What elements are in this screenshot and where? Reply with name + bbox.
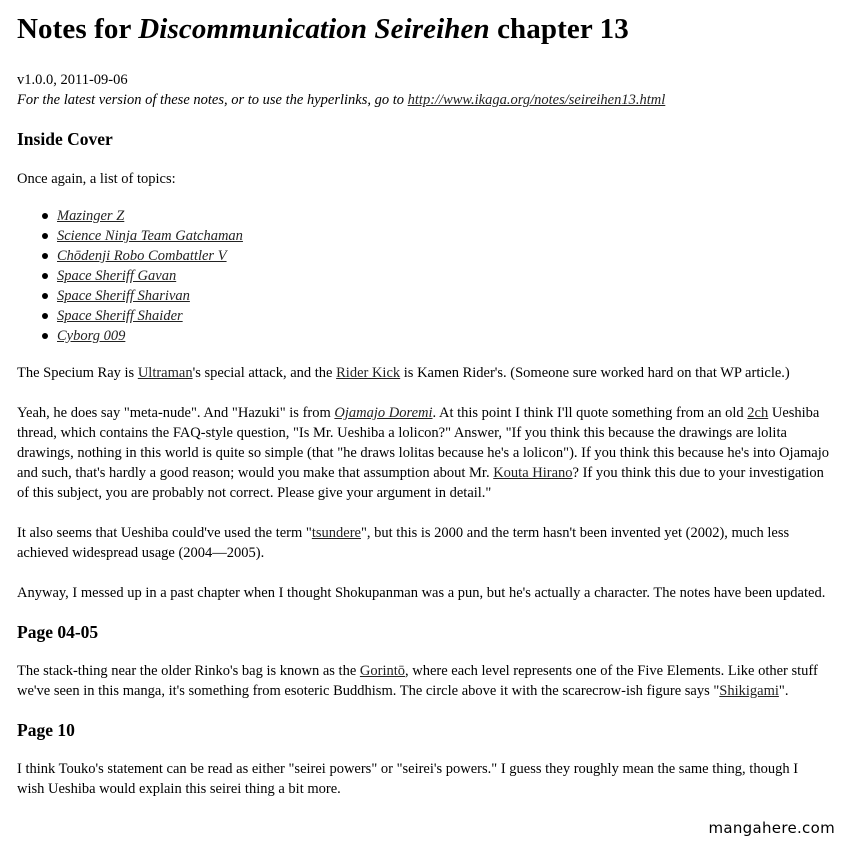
list-item <box>57 266 829 286</box>
topic-link[interactable]: Science Ninja Team Gatchaman <box>57 228 243 244</box>
notes-page <box>17 0 829 799</box>
bullet-icon <box>42 273 48 279</box>
list-item <box>57 246 829 266</box>
topic-link[interactable]: Cyborg 009 <box>57 328 126 344</box>
paragraph-meta-nude <box>17 403 829 503</box>
text-run: Yeah, he does say "meta-nude". And "Hazuki" is from <box>17 405 335 421</box>
paragraph-seirei-powers: I think Touko's statement can be read as either "seirei powers" or "seirei's powers." I guess they roughly mean the same thing, though I wish Ueshiba would explain this seirei thing a bit more. <box>17 761 799 797</box>
gorinto-link[interactable]: Gorintō <box>359 663 405 679</box>
text-run: is Kamen Rider's. (Someone sure worked hard on that WP article.) <box>400 365 790 381</box>
text-run: It also seems that Ueshiba could've used the term " <box>17 525 312 541</box>
text-run: The Specium Ray is <box>17 365 138 381</box>
section-heading-page-10: Page 10 <box>17 720 75 740</box>
topic-link[interactable]: Space Sheriff Gavan <box>57 268 177 284</box>
latest-version-note <box>17 90 829 110</box>
list-item <box>57 306 829 326</box>
bullet-icon <box>42 313 48 319</box>
topic-link[interactable]: Chōdenji Robo Combattler V <box>57 248 227 264</box>
topics-list <box>17 206 829 346</box>
kouta-hirano-link[interactable]: Kouta Hirano <box>493 465 573 481</box>
text-run: , where each level represents one of the Five Elements. Like other stuff we've seen in this manga, it's something from esoteric Buddhism. The circle above it with the scarecrow-ish figure says " <box>17 663 818 699</box>
watermark: mangahere.com <box>708 819 835 837</box>
2ch-link[interactable]: 2ch <box>747 405 769 421</box>
topic-link[interactable]: Space Sheriff Sharivan <box>57 288 190 304</box>
title-prefix: Notes for <box>17 13 139 45</box>
text-run: Ueshiba thread, which contains the FAQ-style question, "Is Mr. Ueshiba a lolicon?" Answer, "If you think this because the drawings are lolita drawings, nothing in this world is quite so simple (that "he draws lolitas because he's a lolicon"). If you think this because he's into Ojamajo and such, that's hardly a good reason; would you make that assumption about Mr. <box>17 405 829 481</box>
text-run: ? If you think this due to your investigation of this subject, you are probably not correct. Please give your argument in detail." <box>17 465 824 501</box>
ultraman-link[interactable]: Ultraman <box>137 365 193 381</box>
text-run: ". <box>778 683 789 699</box>
version-line: v1.0.0, 2011-09-06 <box>17 72 128 88</box>
title-manga-name: Discommunication Seireihen <box>138 13 490 45</box>
text-run: . At this point I think I'll quote something from an old <box>432 405 748 421</box>
bullet-icon <box>42 213 48 219</box>
ojamajo-doremi-link[interactable]: Ojamajo Doremi <box>334 405 433 421</box>
rider-kick-link[interactable]: Rider Kick <box>336 365 401 381</box>
paragraph-tsundere <box>17 523 829 563</box>
bullet-icon <box>42 293 48 299</box>
paragraph-shokupanman: Anyway, I messed up in a past chapter when I thought Shokupanman was a pun, but he's actually a character. The notes have been updated. <box>17 585 826 601</box>
list-item <box>57 286 829 306</box>
section-heading-inside-cover: Inside Cover <box>17 129 113 149</box>
text-run: ", but this is 2000 and the term hasn't been invented yet (2002), much less achieved widespread usage (2004—2005). <box>17 525 790 561</box>
notes-url-link[interactable]: http://www.ikaga.org/notes/seireihen13.html <box>407 92 666 108</box>
text-run: The stack-thing near the older Rinko's bag is known as the <box>17 663 360 679</box>
latest-note-text: For the latest version of these notes, or to use the hyperlinks, go to <box>17 92 408 108</box>
list-item <box>57 226 829 246</box>
title-suffix: chapter 13 <box>489 13 629 45</box>
text-run: 's special attack, and the <box>192 365 337 381</box>
bullet-icon <box>42 333 48 339</box>
section-heading-page-04-05: Page 04-05 <box>17 622 99 642</box>
list-item <box>57 326 829 346</box>
topic-link[interactable]: Mazinger Z <box>57 208 125 224</box>
list-item <box>57 206 829 226</box>
tsundere-link[interactable]: tsundere <box>311 525 361 541</box>
topics-intro: Once again, a list of topics: <box>17 171 176 187</box>
topic-link[interactable]: Space Sheriff Shaider <box>57 308 183 324</box>
bullet-icon <box>42 253 48 259</box>
paragraph-gorinto <box>17 661 829 701</box>
bullet-icon <box>42 233 48 239</box>
page-title <box>17 12 829 46</box>
shikigami-link[interactable]: Shikigami <box>719 683 779 699</box>
paragraph-specium-ray <box>17 363 829 383</box>
